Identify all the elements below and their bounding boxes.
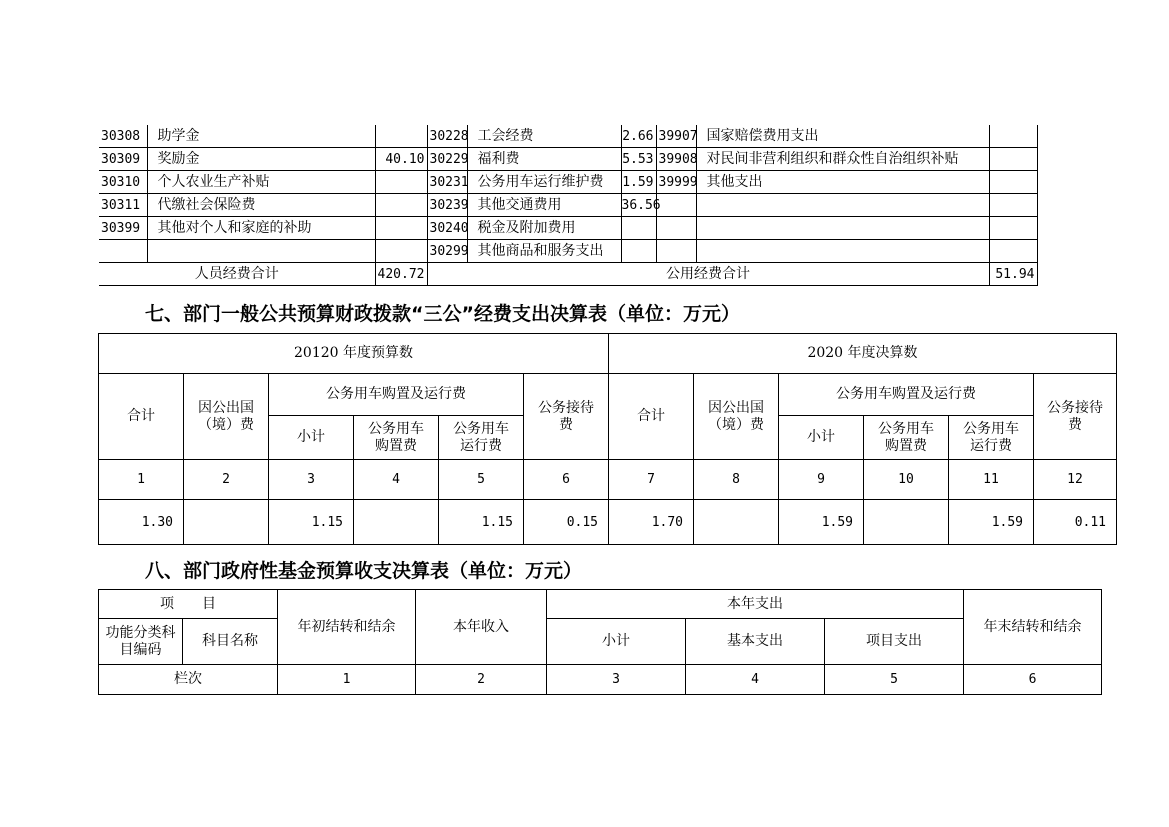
project-expense-header: 项目支出 (825, 619, 964, 665)
value-cell: 1.15 (439, 500, 524, 545)
value-cell: 0.15 (524, 500, 609, 545)
column-number-row (99, 460, 1117, 500)
value-1-cell (375, 217, 427, 240)
column-number-cell: 5 (439, 460, 524, 500)
code-2-cell: 30240 (427, 217, 467, 240)
column-number-cell: 5 (825, 665, 964, 695)
value-2-cell: 2.66 (621, 125, 656, 148)
code-3-cell: 39907 (656, 125, 696, 148)
name-3-cell (696, 194, 989, 217)
value-1-cell: 40.10 (375, 148, 427, 171)
column-number-cell: 12 (1034, 460, 1117, 500)
budget-reception-header: 公务接待费 (524, 374, 609, 460)
carryover-end-header: 年末结转和结余 (964, 590, 1102, 665)
name-1-cell: 个人农业生产补贴 (147, 171, 375, 194)
column-number-row (99, 665, 1102, 695)
government-fund-table (98, 589, 1102, 695)
name-2-cell: 其他商品和服务支出 (467, 240, 621, 263)
name-1-cell: 奖励金 (147, 148, 375, 171)
item-header: 项 目 (99, 590, 278, 619)
column-number-cell: 1 (99, 460, 184, 500)
column-number-cell: 9 (779, 460, 864, 500)
column-number-cell: 7 (609, 460, 694, 500)
totals-row (99, 263, 1037, 286)
name-3-cell: 对民间非营利组织和群众性自治组织补贴 (696, 148, 989, 171)
column-number-cell: 2 (416, 665, 547, 695)
column-number-cell: 11 (949, 460, 1034, 500)
final-subtotal-header: 小计 (779, 416, 864, 460)
table-row (99, 240, 1037, 263)
value-1-cell (375, 171, 427, 194)
basic-expense-header: 基本支出 (686, 619, 825, 665)
table-row (99, 148, 1037, 171)
name-2-cell: 其他交通费用 (467, 194, 621, 217)
table-row (99, 217, 1037, 240)
expense-subtotal-header: 小计 (547, 619, 686, 665)
personnel-total-value: 420.72 (375, 263, 427, 286)
code-3-cell: 39908 (656, 148, 696, 171)
budget-operation-header: 公务用车运行费 (439, 416, 524, 460)
value-cell: 1.15 (269, 500, 354, 545)
carryover-begin-header: 年初结转和结余 (278, 590, 416, 665)
name-3-cell: 国家赔偿费用支出 (696, 125, 989, 148)
code-1-cell: 30309 (99, 148, 147, 171)
value-3-cell (989, 194, 1037, 217)
section-7-title: 七、部门一般公共预算财政拨款“三公”经费支出决算表（单位：万元） (145, 303, 740, 325)
public-total-value: 51.94 (989, 263, 1037, 286)
column-number-cell: 3 (269, 460, 354, 500)
value-cell (694, 500, 779, 545)
value-cell: 1.59 (779, 500, 864, 545)
value-1-cell (375, 194, 427, 217)
name-3-cell (696, 217, 989, 240)
table-row (99, 171, 1037, 194)
table-row (99, 194, 1037, 217)
code-2-cell: 30229 (427, 148, 467, 171)
final-operation-header: 公务用车运行费 (949, 416, 1034, 460)
column-number-cell: 6 (524, 460, 609, 500)
section-8-title: 八、部门政府性基金预算收支决算表（单位：万元） (145, 560, 583, 582)
column-number-cell: 4 (354, 460, 439, 500)
column-number-cell: 1 (278, 665, 416, 695)
column-number-cell: 6 (964, 665, 1102, 695)
name-2-cell: 公务用车运行维护费 (467, 171, 621, 194)
column-number-cell: 4 (686, 665, 825, 695)
final-vehicle-header: 公务用车购置及运行费 (779, 374, 1034, 416)
value-cell: 1.30 (99, 500, 184, 545)
name-1-cell (147, 240, 375, 263)
column-number-cell: 3 (547, 665, 686, 695)
value-3-cell (989, 217, 1037, 240)
code-2-cell: 30231 (427, 171, 467, 194)
value-2-cell (621, 240, 656, 263)
column-number-cell: 2 (184, 460, 269, 500)
value-row (99, 500, 1117, 545)
name-2-cell: 税金及附加费用 (467, 217, 621, 240)
final-reception-header: 公务接待费 (1034, 374, 1117, 460)
budget-total-header: 合计 (99, 374, 184, 460)
code-3-cell (656, 240, 696, 263)
value-2-cell: 1.59 (621, 171, 656, 194)
name-1-cell: 助学金 (147, 125, 375, 148)
value-cell (354, 500, 439, 545)
name-2-cell: 福利费 (467, 148, 621, 171)
three-public-expenses-table (98, 333, 1117, 545)
name-3-cell (696, 240, 989, 263)
budget-purchase-header: 公务用车购置费 (354, 416, 439, 460)
value-1-cell (375, 125, 427, 148)
code-1-cell: 30310 (99, 171, 147, 194)
value-3-cell (989, 125, 1037, 148)
value-3-cell (989, 240, 1037, 263)
code-2-cell: 30228 (427, 125, 467, 148)
column-number-cell: 8 (694, 460, 779, 500)
expense-detail-table (99, 125, 1038, 286)
code-1-cell: 30399 (99, 217, 147, 240)
personnel-total-label: 人员经费合计 (99, 263, 375, 286)
name-3-cell: 其他支出 (696, 171, 989, 194)
value-3-cell (989, 148, 1037, 171)
budget-abroad-header: 因公出国（境）费 (184, 374, 269, 460)
value-cell: 1.59 (949, 500, 1034, 545)
budget-subtotal-header: 小计 (269, 416, 354, 460)
code-3-cell (656, 217, 696, 240)
function-code-header: 功能分类科目编码 (99, 619, 183, 665)
value-cell: 1.70 (609, 500, 694, 545)
code-1-cell: 30311 (99, 194, 147, 217)
value-3-cell (989, 171, 1037, 194)
final-total-header: 合计 (609, 374, 694, 460)
income-header: 本年收入 (416, 590, 547, 665)
code-2-cell: 30239 (427, 194, 467, 217)
code-2-cell: 30299 (427, 240, 467, 263)
public-total-label: 公用经费合计 (427, 263, 989, 286)
final-abroad-header: 因公出国（境）费 (694, 374, 779, 460)
code-1-cell: 30308 (99, 125, 147, 148)
subject-name-header: 科目名称 (183, 619, 278, 665)
name-1-cell: 代缴社会保险费 (147, 194, 375, 217)
value-cell: 0.11 (1034, 500, 1117, 545)
code-3-cell: 39999 (656, 171, 696, 194)
final-purchase-header: 公务用车购置费 (864, 416, 949, 460)
name-2-cell: 工会经费 (467, 125, 621, 148)
table-row (99, 125, 1037, 148)
value-1-cell (375, 240, 427, 263)
budget-year-header: 20120 年度预算数 (99, 334, 609, 374)
value-2-cell (621, 217, 656, 240)
final-year-header: 2020 年度决算数 (609, 334, 1117, 374)
value-cell (184, 500, 269, 545)
name-1-cell: 其他对个人和家庭的补助 (147, 217, 375, 240)
code-3-cell (656, 194, 696, 217)
column-number-cell: 10 (864, 460, 949, 500)
expense-header: 本年支出 (547, 590, 964, 619)
value-2-cell: 36.56 (621, 194, 656, 217)
budget-vehicle-header: 公务用车购置及运行费 (269, 374, 524, 416)
value-2-cell: 5.53 (621, 148, 656, 171)
row-label: 栏次 (99, 665, 278, 695)
code-1-cell (99, 240, 147, 263)
value-cell (864, 500, 949, 545)
